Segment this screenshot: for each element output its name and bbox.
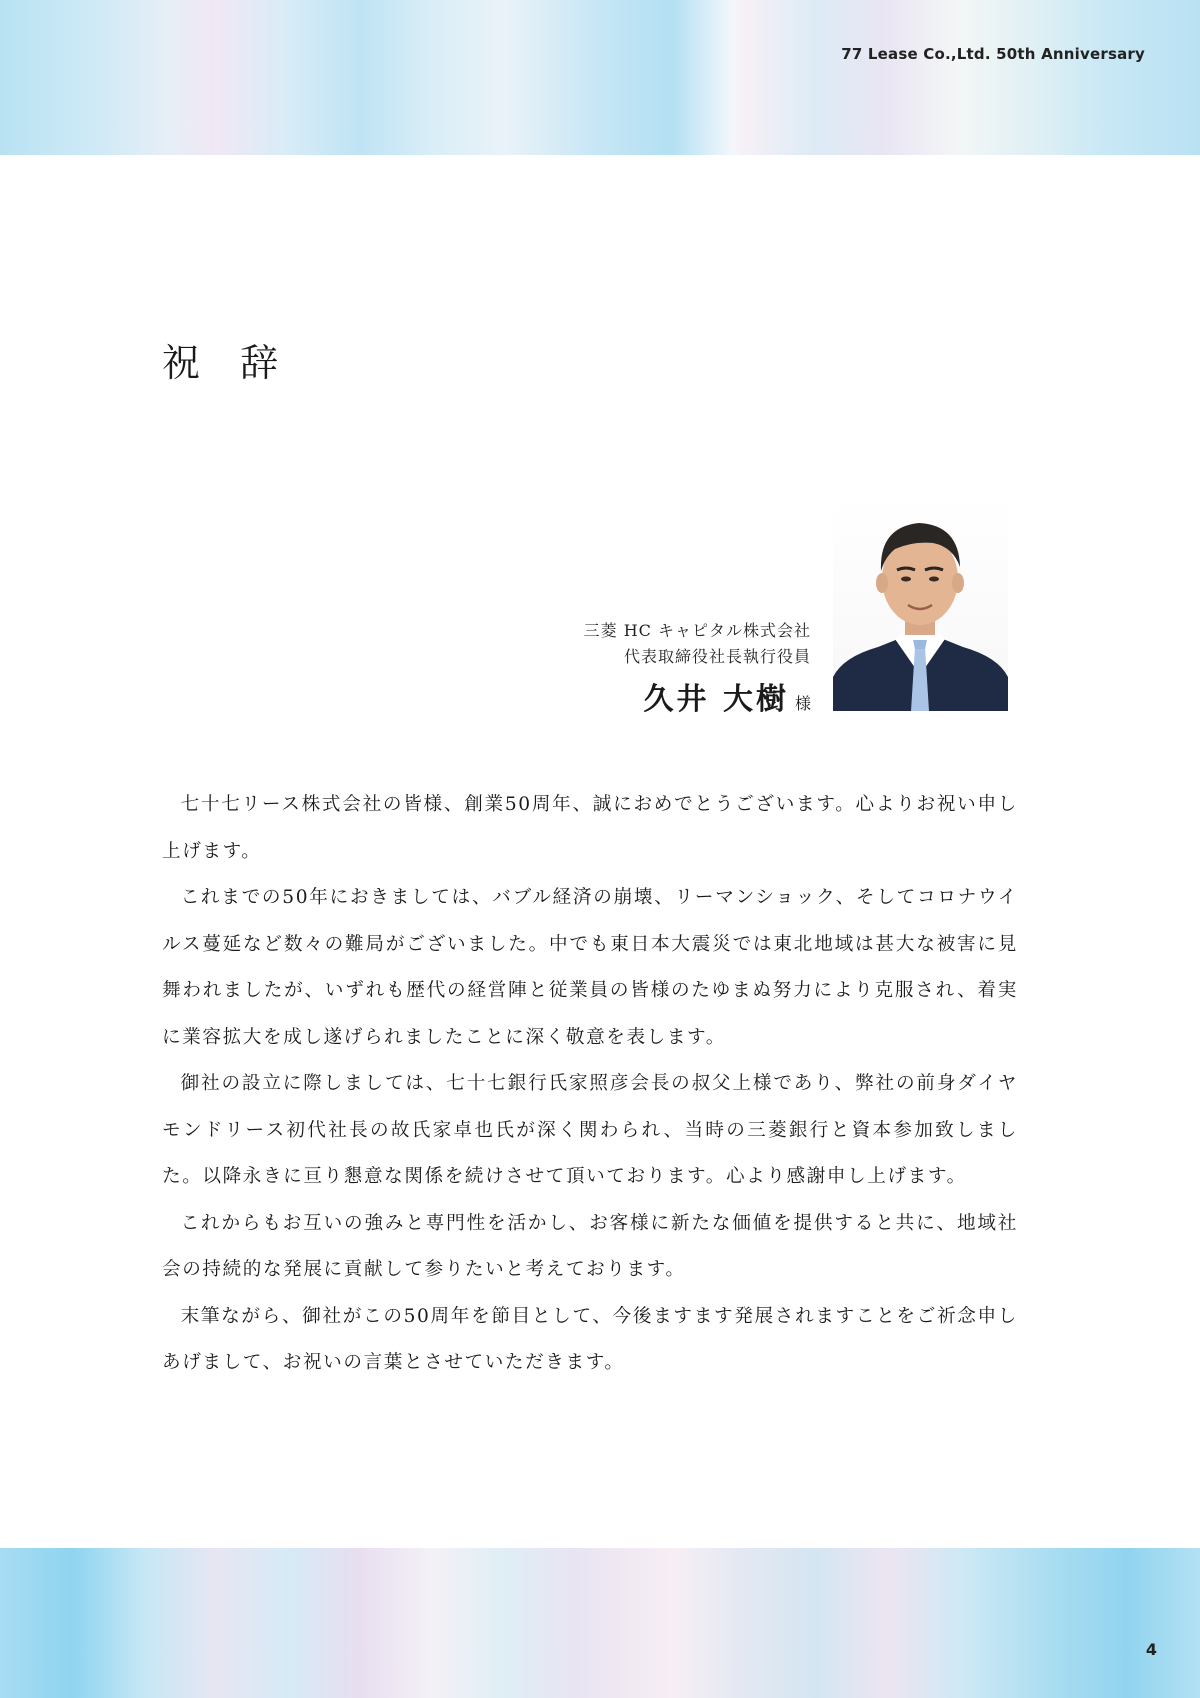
message-paragraph: 末筆ながら、御社がこの50周年を節目として、今後ますます発展されますことをご祈念申しあげまして、お祝いの言葉とさせていただきます。 xyxy=(162,1305,1018,1373)
header-gradient-band xyxy=(0,0,1200,155)
message-paragraph: これからもお互いの強みと専門性を活かし、お客様に新たな価値を提供すると共に、地域社会の持続的な発展に貢献して参りたいと考えております。 xyxy=(162,1212,1018,1280)
message-paragraph: 七十七リース株式会社の皆様、創業50周年、誠におめでとうございます。心よりお祝い申し上げます。 xyxy=(162,794,1018,862)
sender-block xyxy=(584,618,811,718)
congratulatory-message xyxy=(162,782,1018,1387)
portrait-illustration xyxy=(833,497,1008,711)
sender-position: 代表取締役社長執行役員 xyxy=(623,647,811,666)
sender-name: 久井 大樹 xyxy=(643,682,789,717)
page-number: 4 xyxy=(1145,1640,1157,1659)
sender-company: 三菱 HC キャピタル株式会社 xyxy=(583,621,811,640)
portrait-photo xyxy=(833,497,1008,711)
message-paragraph: これまでの50年におきましては、バブル経済の崩壊、リーマンショック、そしてコロナウイルス蔓延など数々の難局がございました。中でも東日本大震災では東北地域は甚大な被害に見舞われましたが、いずれも歴代の経営陣と従業員の皆様のたゆまぬ努力により克服され、着実に業容拡大を成し遂げられましたことに深く敬意を表します。 xyxy=(162,887,1018,1048)
page-title: 祝 辞 xyxy=(162,341,293,385)
sender-honorific: 様 xyxy=(794,694,811,713)
message-paragraph: 御社の設立に際しましては、七十七銀行氏家照彦会長の叔父上様であり、弊社の前身ダイヤモンドリース初代社長の故氏家卓也氏が深く関わられ、当時の三菱銀行と資本参加致しました。以降永きに亘り懇意な関係を続けさせて頂いております。心より感謝申し上げます。 xyxy=(162,1073,1018,1187)
footer-gradient-band xyxy=(0,1548,1200,1698)
anniversary-header-text: 77 Lease Co.,Ltd. 50th Anniversary xyxy=(841,45,1145,63)
sender-name-row xyxy=(584,674,811,718)
